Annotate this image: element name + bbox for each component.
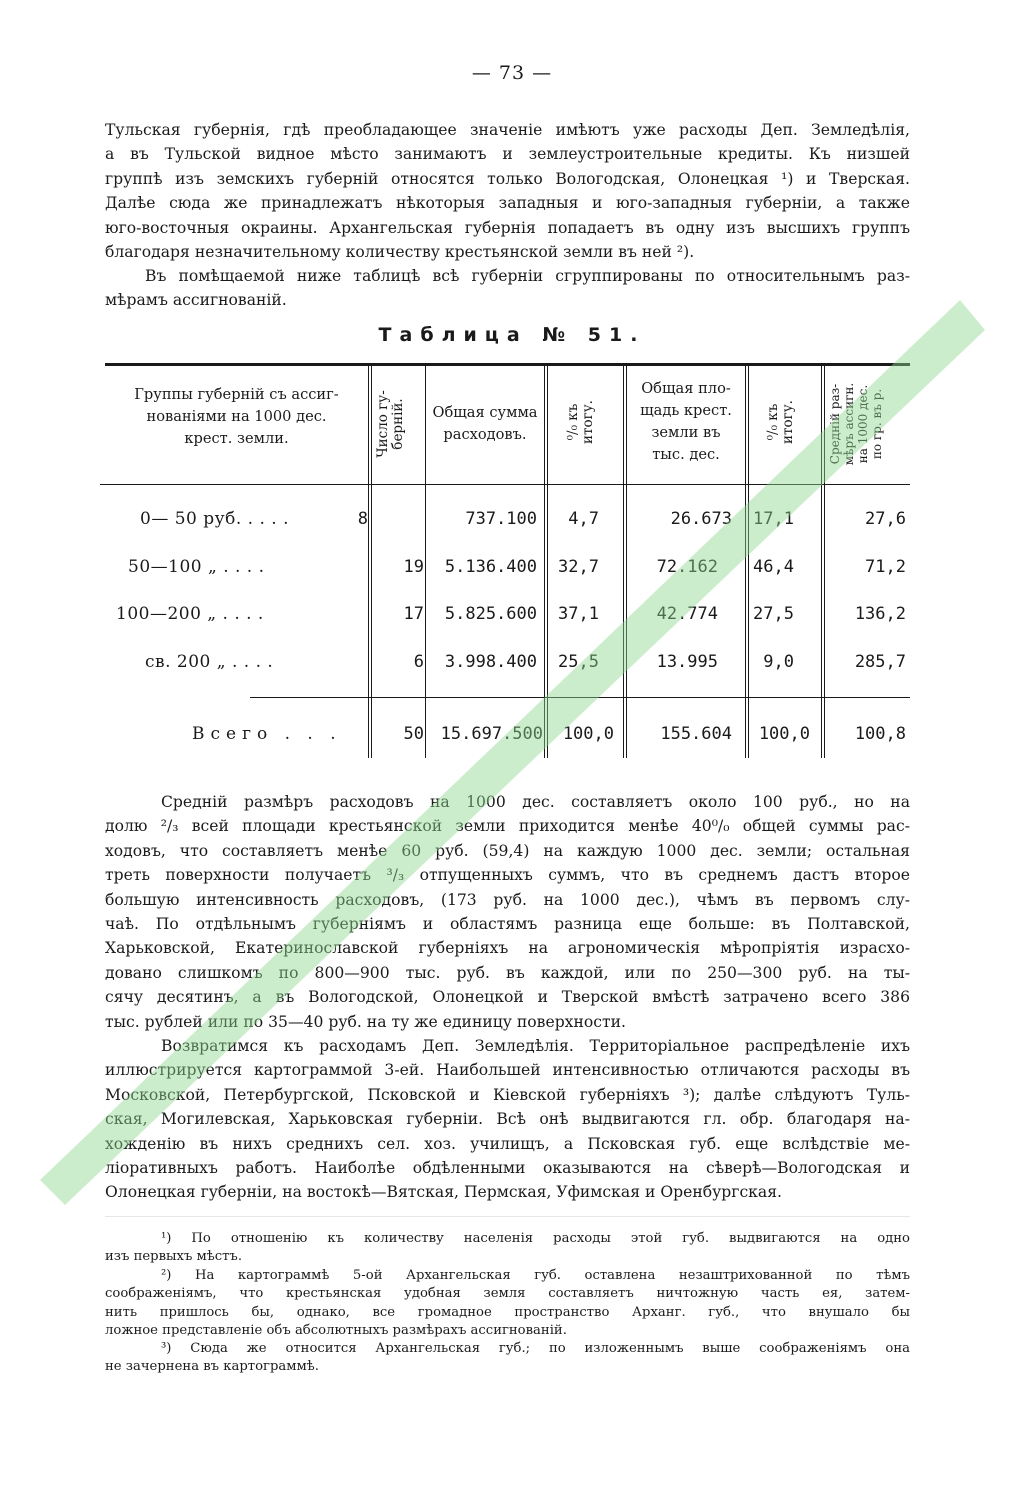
header-line: берній. [390, 398, 406, 450]
total-label: Всего . . . [192, 724, 342, 744]
header-group [105, 384, 368, 450]
cell-area: 13.995 [656, 652, 718, 672]
column-divider [824, 366, 825, 758]
cell-count: 6 [413, 652, 424, 672]
text-line: ложное представленіе объ абсолютныхъ размѣрахъ ассигнованій. [105, 1323, 567, 1339]
cell-pct1: 37,1 [558, 604, 599, 624]
cell-pct2: 27,5 [753, 604, 794, 624]
text-line: а въ Тульской видное мѣсто занимаютъ и землеустроительные кредиты. Къ низшей [105, 145, 910, 164]
text-line: юго-восточныя окраины. Архангельская губернія попадаетъ въ одну изъ высшихъ группъ [105, 218, 910, 237]
cell-pct2: 9,0 [763, 652, 794, 672]
cell-pct1: 25,5 [558, 652, 599, 672]
header-line: ⁰/₀ къ [565, 403, 581, 441]
total-pct2: 100,0 [758, 724, 810, 744]
cell-count: 17 [403, 604, 424, 624]
header-pct1 [566, 382, 596, 462]
column-divider [821, 366, 822, 758]
text-line: большую интенсивность расходовъ, (173 руб. на 1000 дес.), чѣмъ въ первомъ слу- [105, 890, 910, 909]
text-line: ²) На картограммѣ 5-ой Архангельская губ. оставлена незаштрихованной по тѣмъ [161, 1268, 910, 1283]
text-line: Въ помѣщаемой ниже таблицѣ всѣ губерніи сгруппированы по относительнымъ раз- [145, 267, 910, 285]
text-line: Средній размѣръ расходовъ на 1000 дес. составляетъ около 100 руб., но на [161, 793, 910, 811]
total-avg: 100,8 [854, 724, 906, 744]
text-line: сячу десятинъ, а въ Вологодской, Олонецкой и Тверской вмѣстѣ затрачено всего 386 [105, 988, 910, 1007]
cell-avg: 27,6 [865, 509, 906, 529]
text-line: ³) Сюда же относится Архангельская губ.; по изложеннымъ выше соображеніямъ она [161, 1341, 910, 1356]
cell-sum: 5.136.400 [444, 557, 537, 577]
header-line: итогу. [780, 400, 796, 444]
total-sum: 15.697.500 [440, 724, 543, 744]
column-divider [748, 366, 749, 758]
paragraph-1 [105, 118, 910, 264]
text-line: Возвратимся къ расходамъ Деп. Земледѣлія. Территоріальное распредѣленіе ихъ [161, 1037, 910, 1055]
footnote-1 [105, 1230, 910, 1267]
column-divider [623, 366, 624, 758]
text-line: ходовъ, что составляетъ менѣе 60 руб. (59,4) на каждую 1000 дес. земли; остальная [105, 841, 910, 860]
cell-avg: 71,2 [865, 557, 906, 577]
cell-count: 8 [357, 509, 368, 529]
column-divider [368, 366, 369, 758]
text-line: тыс. рублей или по 35—40 руб. на ту же единицу поверхности. [105, 1012, 626, 1031]
paragraph-3 [105, 790, 910, 1034]
text-line: долю ²/₃ всей площади крестьянской земли приходится менѣе 40⁰/₀ общей суммы рас- [105, 817, 910, 836]
cell-sum: 5.825.600 [444, 604, 537, 624]
column-divider [745, 366, 746, 758]
text-line: благодаря незначительному количеству крестьянской земли въ ней ²). [105, 243, 695, 262]
text-line: не зачернена въ картограммѣ. [105, 1359, 319, 1375]
row-label: св. 200 „ . . . . [145, 652, 274, 672]
header-total-sum [426, 402, 544, 446]
text-line: ская, Могилевская, Харьковская губерніи. Всѣ онѣ выдвигаются гл. обр. благодаря на- [105, 1110, 910, 1129]
column-divider [544, 366, 545, 758]
text-line: иллюстрируется картограммой 3-ей. Наибольшей интенсивностью отличаются расходы въ [105, 1061, 910, 1080]
cell-pct1: 4,7 [568, 509, 599, 529]
text-line: нить пришлось бы, однако, все громадное пространство Арханг. губ., что внушало бы [105, 1304, 910, 1320]
header-line: расходовъ. [443, 426, 527, 443]
total-pct1: 100,0 [562, 724, 614, 744]
text-line: ліоративныхъ работъ. Наиболѣе обдѣленными оказываются на сѣверѣ—Вологодская и [105, 1159, 910, 1178]
table-top-rule [105, 363, 910, 366]
header-line: земли въ [651, 424, 721, 441]
cell-area: 42.774 [656, 604, 718, 624]
cell-sum: 3.998.400 [444, 652, 537, 672]
cell-pct2: 17,1 [753, 509, 794, 529]
table-total-rule [250, 697, 910, 698]
text-line: Тульская губернія, гдѣ преобладающее значеніе имѣютъ уже расходы Деп. Земледѣлія, [105, 121, 910, 139]
text-line: Московской, Петербургской, Псковской и Кіевской губерніяхъ ³); далѣе слѣдуютъ Туль- [105, 1085, 910, 1104]
header-line: щадь крест. [640, 402, 732, 419]
page-number: — 73 — [471, 62, 553, 84]
header-line: Группы губерній съ ассиг- [134, 386, 339, 403]
total-area: 155.604 [660, 724, 732, 744]
text-line: хожденію въ нихъ среднихъ сел. хоз. училищъ, а Псковская губ. еще вслѣдствіе ме- [105, 1134, 910, 1153]
cell-avg: 136,2 [854, 604, 906, 624]
cell-pct1: 32,7 [558, 557, 599, 577]
header-line: мѣръ ассигн. [842, 382, 856, 466]
paragraph-2 [105, 264, 910, 313]
text-line: изъ первыхъ мѣстъ. [105, 1249, 243, 1265]
total-count: 50 [403, 724, 424, 744]
column-divider [371, 366, 372, 758]
header-line: крест. земли. [184, 430, 289, 447]
table-header-rule [100, 484, 910, 485]
cell-sum: 737.100 [465, 509, 537, 529]
text-line: довано слишкомъ по 800—900 тыс. руб. въ каждой, или по 250—300 руб. на ты- [105, 963, 910, 982]
cell-count: 19 [403, 557, 424, 577]
header-line: нованіями на 1000 дес. [146, 408, 327, 425]
header-line: Средній раз- [828, 383, 842, 465]
table-title: Таблица № 51. [378, 324, 646, 346]
header-line: Общая пло- [641, 380, 731, 397]
column-divider [547, 366, 548, 758]
text-line: мѣрамъ ассигнованій. [105, 291, 287, 310]
cell-area: 26.673 [670, 509, 732, 529]
row-label: 50—100 „ . . . . [128, 557, 265, 577]
header-line: тыс. дес. [652, 446, 720, 463]
text-line: Олонецкая губерніи, на востокѣ—Вятская, Пермская, Уфимская и Оренбургская. [105, 1183, 783, 1202]
header-area [627, 378, 745, 466]
header-line: по гр. въ р. [870, 388, 884, 460]
header-line: на 1000 дес. [856, 384, 870, 464]
header-count [376, 370, 406, 478]
header-line: итогу. [580, 400, 596, 444]
footnote-2 [105, 1267, 910, 1341]
text-line: соображеніямъ, что крестьянская удобная земля составляетъ ничтожную часть ея, затем- [105, 1286, 910, 1302]
text-line: Далѣе сюда же принадлежатъ нѣкоторыя западныя и юго-западныя губерніи, а также [105, 194, 910, 213]
paragraph-4 [105, 1034, 910, 1205]
footnote-3 [105, 1340, 910, 1377]
header-line: ⁰/₀ къ [765, 403, 781, 441]
row-label: 100—200 „ . . . . [116, 604, 264, 624]
header-line: Общая сумма [432, 404, 538, 421]
header-avg [828, 368, 884, 480]
header-pct2 [766, 382, 796, 462]
header-line: Число гу- [375, 390, 391, 458]
row-label: 0— 50 руб. . . . . [140, 509, 290, 529]
text-line: треть поверхности получаетъ ³/₃ отпущенныхъ суммъ, что въ среднемъ дастъ второе [105, 866, 910, 885]
text-line: ¹) По отношенію къ количеству населенія расходы этой губ. выдвигаются на одно [161, 1231, 910, 1246]
footnote-separator [105, 1216, 910, 1217]
text-line: чаѣ. По отдѣльнымъ губерніямъ и областямъ разница еще больше: въ Полтавской, [105, 915, 910, 934]
cell-pct2: 46,4 [753, 557, 794, 577]
cell-area: 72.162 [656, 557, 718, 577]
text-line: группѣ изъ земскихъ губерній относятся только Вологодская, Олонецкая ¹) и Тверская. [105, 169, 910, 188]
cell-avg: 285,7 [854, 652, 906, 672]
text-line: Харьковской, Екатеринославской губерніяхъ на агрономическія мѣропріятія израсхо- [105, 939, 910, 958]
